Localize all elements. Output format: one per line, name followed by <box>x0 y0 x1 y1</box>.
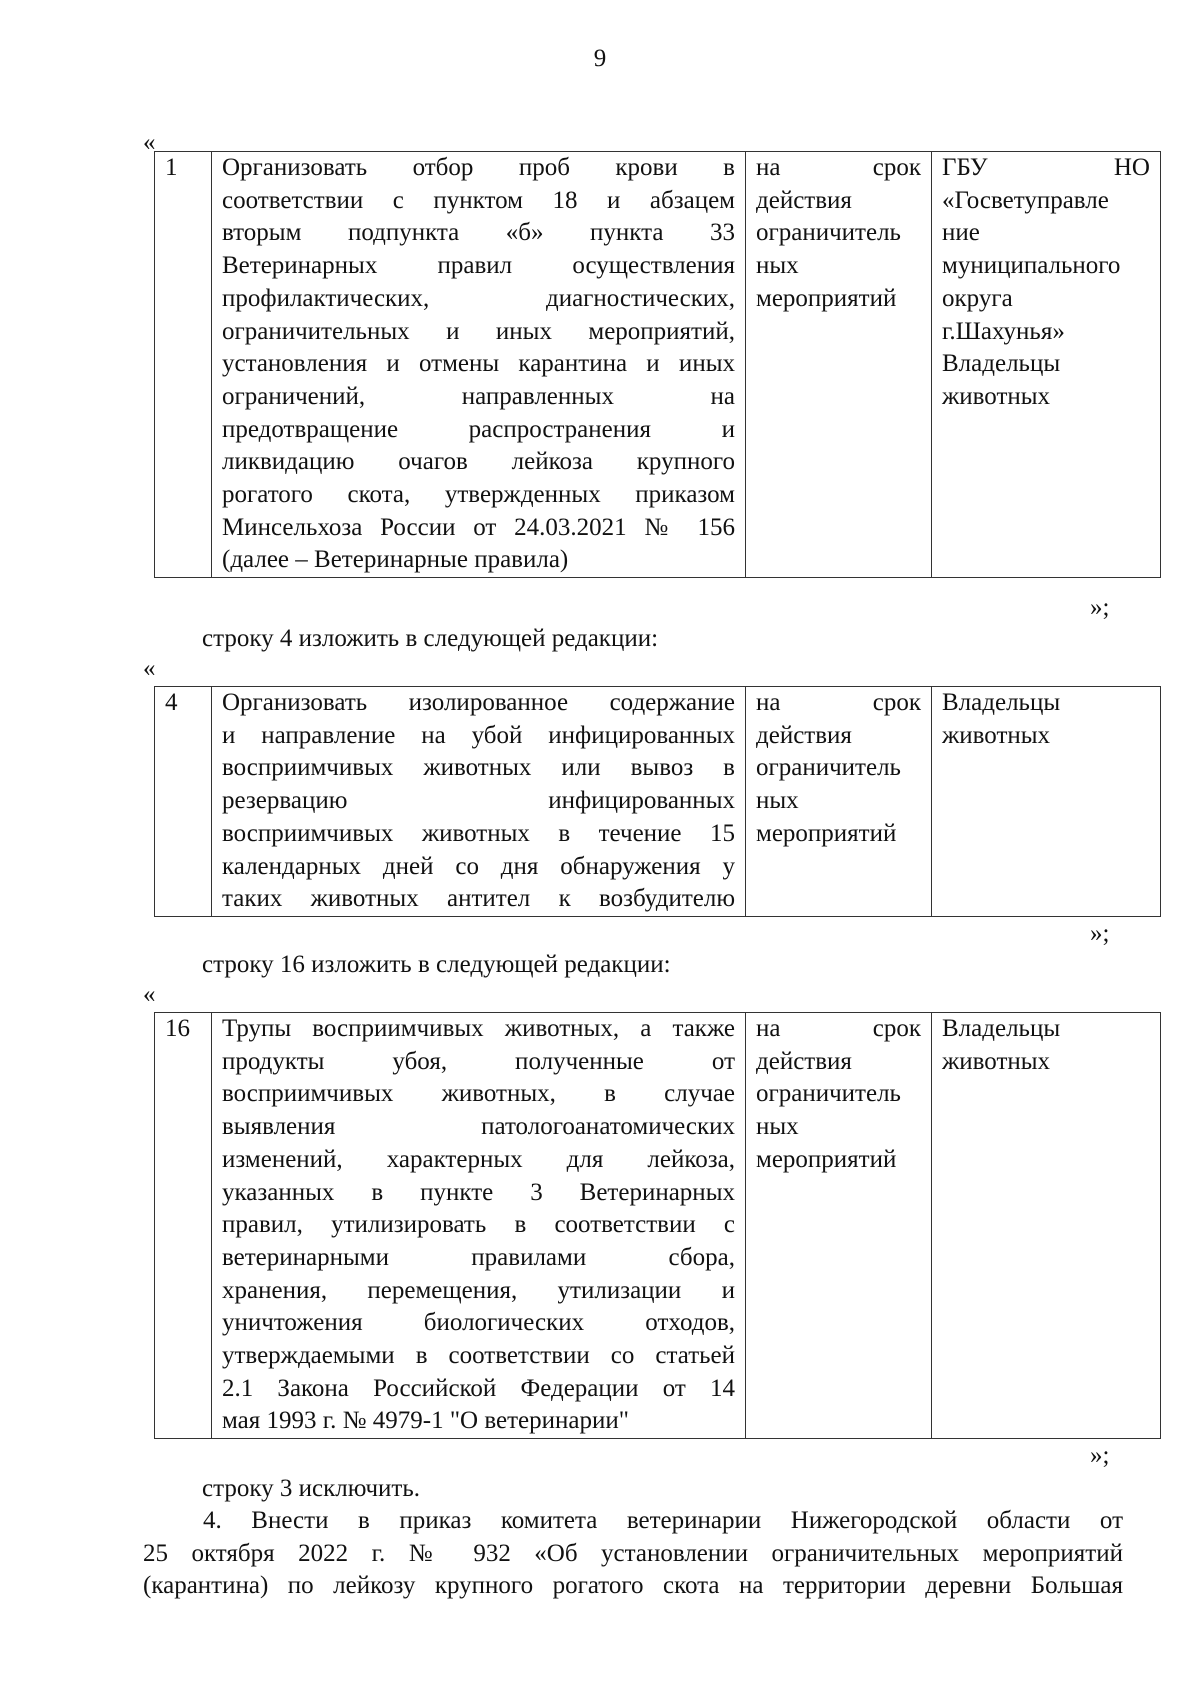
cell-line: животных <box>942 721 1051 749</box>
amendment-table-row-16 <box>154 1012 1161 1439</box>
instruction-row-16: строку 16 изложить в следующей редакции: <box>202 951 671 978</box>
cell-line: восприимчивых животных или вывоз в <box>222 754 735 782</box>
cell-line: предотвращение распространения и <box>222 415 735 443</box>
row-number: 4 <box>155 687 212 917</box>
cell-line: хранения, перемещения, утилизации и <box>222 1276 735 1304</box>
cell-line: Организовать изолированное содержание <box>222 689 735 716</box>
cell-line: Ветеринарных правил осуществления <box>222 252 735 280</box>
cell-line: Владельцы <box>942 689 1061 716</box>
cell-line: ограничитель <box>756 754 901 782</box>
row-number: 1 <box>155 152 212 578</box>
measure-cell <box>212 1013 746 1439</box>
cell-line: рогатого скота, утвержденных приказом <box>222 481 735 509</box>
page-number: 9 <box>593 45 607 72</box>
cell-line: на срок <box>756 689 921 716</box>
table-row <box>155 687 1161 917</box>
cell-line: мероприятий <box>756 819 897 847</box>
responsible-cell <box>932 687 1161 917</box>
cell-line: ных <box>756 1113 799 1141</box>
cell-line: Владельцы <box>942 1015 1061 1042</box>
item-4-line: (карантина) по лейкозу крупного рогатого скота на территории деревни Большая <box>143 1572 1123 1600</box>
cell-line: (далее – Ветеринарные правила) <box>222 546 569 574</box>
cell-line: на срок <box>756 1015 921 1042</box>
instruction-row-4: строку 4 изложить в следующей редакции: <box>202 625 659 652</box>
cell-line: ограничительных и иных мероприятий, <box>222 317 735 345</box>
cell-line: Организовать отбор проб крови в <box>222 154 735 181</box>
cell-line: изменений, характерных для лейкоза, <box>222 1145 735 1173</box>
cell-line: восприимчивых животных в течение 15 <box>222 819 735 847</box>
cell-line: выявления патологоанатомических <box>222 1113 735 1141</box>
cell-line: ГБУ НО <box>942 154 1150 181</box>
cell-line: и направление на убой инфицированных <box>222 721 735 749</box>
cell-line: мая 1993 г. № 4979-1 "О ветеринарии" <box>222 1407 629 1435</box>
cell-line: ликвидацию очагов лейкоза крупного <box>222 448 735 476</box>
cell-line: календарных дней со дня обнаружения у <box>222 852 735 880</box>
cell-line: действия <box>756 1047 852 1075</box>
cell-line: муниципального <box>942 252 1121 280</box>
cell-line: действия <box>756 186 852 214</box>
quote-open-1: « <box>143 129 156 156</box>
quote-close-1: »; <box>1090 594 1110 621</box>
cell-line: вторым подпункта «б» пункта 33 <box>222 219 735 247</box>
cell-line: резервацию инфицированных <box>222 787 735 815</box>
cell-line: Владельцы <box>942 350 1061 378</box>
instruction-row-3: строку 3 исключить. <box>202 1475 420 1502</box>
cell-line: ных <box>756 787 799 815</box>
cell-line: указанных в пункте 3 Ветеринарных <box>222 1178 735 1206</box>
amendment-table-row-4 <box>154 686 1161 917</box>
cell-line: ветеринарными правилами сбора, <box>222 1243 735 1271</box>
cell-line: ных <box>756 252 799 280</box>
cell-line: г.Шахунья» <box>942 317 1065 345</box>
cell-line: животных <box>942 382 1051 410</box>
table-row <box>155 1013 1161 1439</box>
measure-cell <box>212 687 746 917</box>
row-number: 16 <box>155 1013 212 1439</box>
cell-line: ограничитель <box>756 1080 901 1108</box>
term-cell <box>746 152 932 578</box>
term-cell <box>746 1013 932 1439</box>
quote-open-4: « <box>143 655 156 682</box>
item-4-line: 25 октября 2022 г. № 932 «Об установлении ограничительных мероприятий <box>143 1539 1123 1567</box>
cell-line: установления и отмены карантина и иных <box>222 350 735 378</box>
cell-line: действия <box>756 721 852 749</box>
cell-line: профилактических, диагностических, <box>222 284 735 312</box>
cell-line: мероприятий <box>756 284 897 312</box>
amendment-table-row-1 <box>154 151 1161 578</box>
cell-line: продукты убоя, полученные от <box>222 1047 735 1075</box>
cell-line: ограничитель <box>756 219 901 247</box>
item-4-line: 4. Внести в приказ комитета ветеринарии Нижегородской области от <box>203 1507 1123 1534</box>
responsible-cell <box>932 1013 1161 1439</box>
responsible-cell <box>932 152 1161 578</box>
measure-cell <box>212 152 746 578</box>
cell-line: «Госветуправле <box>942 186 1109 214</box>
cell-line: соответствии с пунктом 18 и абзацем <box>222 186 735 214</box>
cell-line: утверждаемыми в соответствии со статьей <box>222 1342 735 1370</box>
cell-line: 2.1 Закона Российской Федерации от 14 <box>222 1374 735 1402</box>
quote-open-16: « <box>143 981 156 1008</box>
cell-line: животных <box>942 1047 1051 1075</box>
cell-line: Трупы восприимчивых животных, а также <box>222 1015 735 1042</box>
term-cell <box>746 687 932 917</box>
cell-line: уничтожения биологических отходов, <box>222 1309 735 1337</box>
cell-line: восприимчивых животных, в случае <box>222 1080 735 1108</box>
item-4-paragraph <box>143 1505 1123 1603</box>
table-row <box>155 152 1161 578</box>
quote-close-4: »; <box>1090 920 1110 947</box>
cell-line: таких животных антител к возбудителю <box>222 885 735 913</box>
quote-close-16: »; <box>1090 1442 1110 1469</box>
cell-line: округа <box>942 284 1013 312</box>
cell-line: Минсельхоза России от 24.03.2021 № 156 <box>222 513 735 541</box>
cell-line: ние <box>942 219 980 247</box>
cell-line: правил, утилизировать в соответствии с <box>222 1211 735 1239</box>
cell-line: ограничений, направленных на <box>222 382 735 410</box>
cell-line: мероприятий <box>756 1145 897 1173</box>
cell-line: на срок <box>756 154 921 181</box>
